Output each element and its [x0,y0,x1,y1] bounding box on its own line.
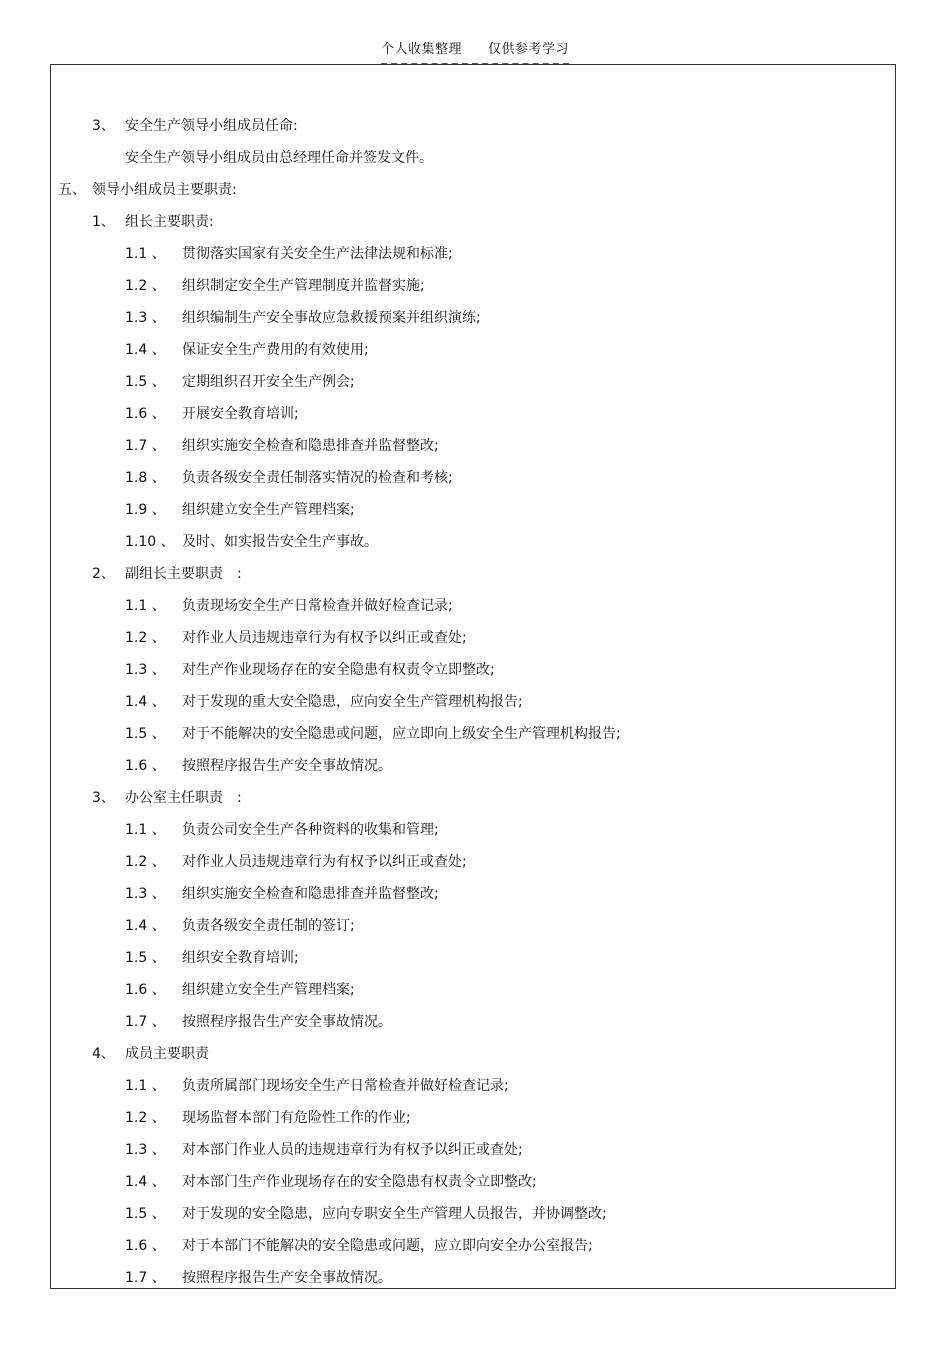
header-left-text: 个人收集整理 [380,42,462,57]
item-number: 1.1 、 [125,1078,166,1094]
item-text: 按照程序报告生产安全事故情况。 [182,758,392,774]
item-number: 1.3 、 [125,662,166,678]
item-text: 负责公司安全生产各种资料的收集和管理; [182,822,439,838]
item-text: 及时、如实报告安全生产事故。 [182,534,378,550]
item-number: 2、 [92,566,115,582]
item-text: 对于发现的安全隐患，应向专职安全生产管理人员报告，并协调整改; [182,1206,607,1222]
item-text: 成员主要职责 [125,1046,209,1062]
item-text: 现场监督本部门有危险性工作的作业; [182,1110,411,1126]
item-text: 组织建立安全生产管理档案; [182,982,355,998]
item-number: 1.2 、 [125,278,166,294]
item-text: 负责所属部门现场安全生产日常检查并做好检查记录; [182,1078,509,1094]
item-text: 对生产作业现场存在的安全隐患有权责令立即整改; [182,662,495,678]
item-text: 按照程序报告生产安全事故情况。 [182,1270,392,1286]
item-number: 1.3 、 [125,310,166,326]
item-text: 办公室主任职责 : [125,790,242,806]
item-text: 负责各级安全责任制落实情况的检查和考核; [182,470,453,486]
item-text: 开展安全教育培训; [182,406,299,422]
item-number: 1.3 、 [125,886,166,902]
item-text: 组织制定安全生产管理制度并监督实施; [182,278,425,294]
item-number: 五、 [58,182,86,198]
item-text: 组织实施安全检查和隐患排查并监督整改; [182,886,439,902]
item-text: 对本部门生产作业现场存在的安全隐患有权责令立即整改; [182,1174,537,1190]
item-number: 1.1 、 [125,246,166,262]
item-number: 1.4 、 [125,1174,166,1190]
item-text: 安全生产领导小组成员任命: [125,118,298,134]
item-number: 1.4 、 [125,342,166,358]
item-number: 3、 [92,118,115,134]
item-text: 对本部门作业人员的违规违章行为有权予以纠正或查处; [182,1142,523,1158]
item-number: 4、 [92,1046,115,1062]
item-text: 负责各级安全责任制的签订; [182,918,355,934]
item-text: 定期组织召开安全生产例会; [182,374,355,390]
item-number: 1、 [92,214,115,230]
item-number: 1.4 、 [125,694,166,710]
item-number: 1.6 、 [125,758,166,774]
item-text: 对于发现的重大安全隐患，应向安全生产管理机构报告; [182,694,523,710]
item-text: 副组长主要职责 : [125,566,242,582]
item-text: 组织安全教育培训; [182,950,299,966]
item-number: 1.6 、 [125,1238,166,1254]
item-number: 1.6 、 [125,982,166,998]
header-banner [381,38,569,65]
item-text: 贯彻落实国家有关安全生产法律法规和标准; [182,246,453,262]
item-number: 1.7 、 [125,438,166,454]
item-number: 1.8 、 [125,470,166,486]
item-number: 1.10 、 [125,534,175,550]
item-number: 1.2 、 [125,1110,166,1126]
item-text: 组长主要职责: [125,214,214,230]
item-number: 1.5 、 [125,950,166,966]
item-text: 组织实施安全检查和隐患排查并监督整改; [182,438,439,454]
item-number: 1.9 、 [125,502,166,518]
item-text: 组织建立安全生产管理档案; [182,502,355,518]
item-text: 领导小组成员主要职责: [92,182,237,198]
item-number: 1.4 、 [125,918,166,934]
item-number: 1.5 、 [125,1206,166,1222]
item-number: 1.2 、 [125,854,166,870]
item-text: 按照程序报告生产安全事故情况。 [182,1014,392,1030]
item-text: 对作业人员违规违章行为有权予以纠正或查处; [182,854,467,870]
item-number: 3、 [92,790,115,806]
item-number: 1.6 、 [125,406,166,422]
item-number: 1.5 、 [125,374,166,390]
item-text: 安全生产领导小组成员由总经理任命并签发文件。 [125,150,433,166]
item-number: 1.2 、 [125,630,166,646]
item-text: 对于本部门不能解决的安全隐患或问题，应立即向安全办公室报告; [182,1238,593,1254]
item-text: 保证安全生产费用的有效使用; [182,342,369,358]
item-text: 负责现场安全生产日常检查并做好检查记录; [182,598,453,614]
item-text: 对作业人员违规违章行为有权予以纠正或查处; [182,630,467,646]
item-text: 对于不能解决的安全隐患或问题，应立即向上级安全生产管理机构报告; [182,726,621,742]
item-number: 1.1 、 [125,822,166,838]
item-number: 1.1 、 [125,598,166,614]
header-right-text: 仅供参考学习 [488,42,570,57]
item-number: 1.7 、 [125,1014,166,1030]
item-number: 1.5 、 [125,726,166,742]
item-number: 1.3 、 [125,1142,166,1158]
item-text: 组织编制生产安全事故应急救援预案并组织演练; [182,310,481,326]
item-number: 1.7 、 [125,1270,166,1286]
page-header [0,38,950,65]
